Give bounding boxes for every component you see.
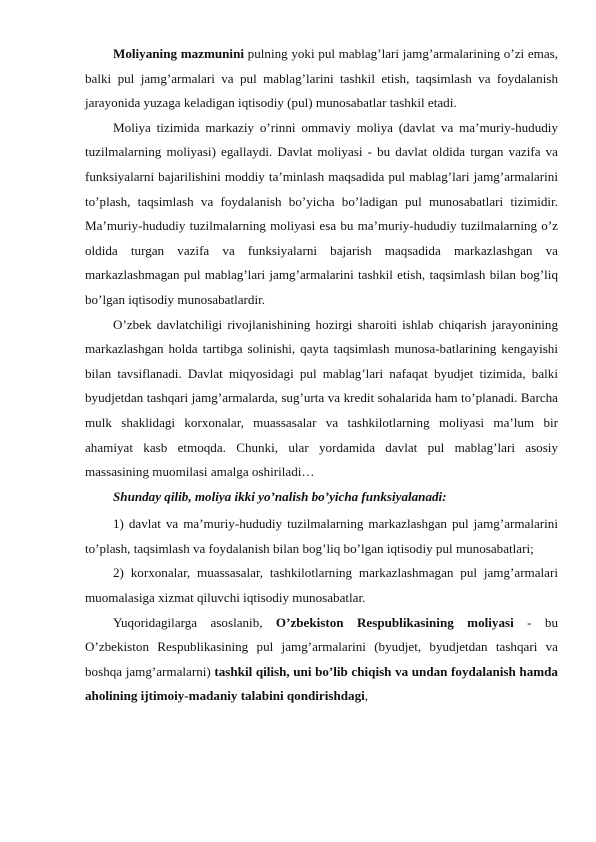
list-item-1: 1) davlat va ma’muriy-hududiy tuzilmalarning markazlashgan pul jamg’armalarini to’plash, taqsimlash va foydalanish bilan bog’liq bo’lgan iqtisodiy pul munosabatlari; [85,516,558,556]
document-body [85,42,558,709]
paragraph-1-text: pulning yoki pul mablag’lari jamg’armalarining o’zi emas, balki pul jamg’armalari va pul mablag’larini tashkil etish, taqsimlash va foydalanish jarayonida yuzaga keladigan iqtisodiy (pul) munosabatlar tashkil etadi. [85,46,558,111]
conclusion-bold-term: O’zbekiston Respublikasining moliyasi [275,614,514,630]
paragraph-2: Moliya tizimida markaziy o’rinni ommaviy moliya (davlat va ma’muriy-hududiy tuzilmalarning moliyasi) egallaydi. Davlat moliyasi - bu davlat oldida turgan vazifa va funksiyalarni bajarilishini moddiy ta’minlash maqsadida pul mablag’lari jamg’armalarini to’plash, taqsimlash va foydalanish bo’yicha bo’ladigan pul munosabatlari tizimidir. Ma’muriy-hududiy tuzilmalarning moliyasi esa bu ma’muriy-hududiy tuzilmalarning o’z oldida turgan vazifa va funksiyalarni bajarish maqsadida markazlashgan va markazlashmagan pul mablag’lari jamg’armalarini tashkil etish, taqsimlash bilan bog’liq bo’lgan iqtisodiy munosabatlardir. [85,119,558,307]
section-subheading-text: Shunday qilib, moliya ikki yo’nalish bo’yicha funksiyalanadi: [113,488,447,504]
paragraph-1-bold-lead: Moliyaning mazmunini [113,46,244,61]
conclusion-intro: Yuqoridagilarga asoslanib, [113,614,276,630]
paragraph-conclusion [85,611,558,709]
section-subheading [85,485,558,510]
paragraph-3: O’zbek davlatchiligi rivojlanishining hozirgi sharoiti ishlab chiqarish jarayonining markazlashgan holda tartibga solinishi, qayta taqsimlash munosa-batlarining kengayishi bilan tavsiflanadi. Davlat miqyosidagi pul mablag’lari nafaqat byudjet tizimida, balki byudjetdan tashqari jamg’armalarda, sug’urta va kredit sohalarida ham to’planadi. Barcha mulk shaklidagi korxonalar, muassasalar va tashkilotlarning moliyasi ma’lum bir ahamiyat kasb etmoqda. Chunki, ular yordamida davlat pul mablag’lari asosiy massasining muomilasi amalga oshiriladi… [85,316,558,480]
conclusion-text: - bu O’zbekiston Respublikasining pul jamg’armalarini (byudjet, byudjetdan tashqari va boshqa jamg’armalarni) [85,614,558,679]
conclusion-trailing-comma: , [364,688,369,704]
conclusion-bold-phrase: tashkil qilish, uni bo’lib chiqish va undan foydalanish hamda aholining ijtimoiy-madaniy talabini qondirishdagi [85,663,558,704]
list-item-2: 2) korxonalar, muassasalar, tashkilotlarning markazlashmagan pul jamg’armalari muomalasiga xizmat qiluvchi iqtisodiy munosabatlar. [85,565,558,606]
paragraph-1 [85,42,558,116]
